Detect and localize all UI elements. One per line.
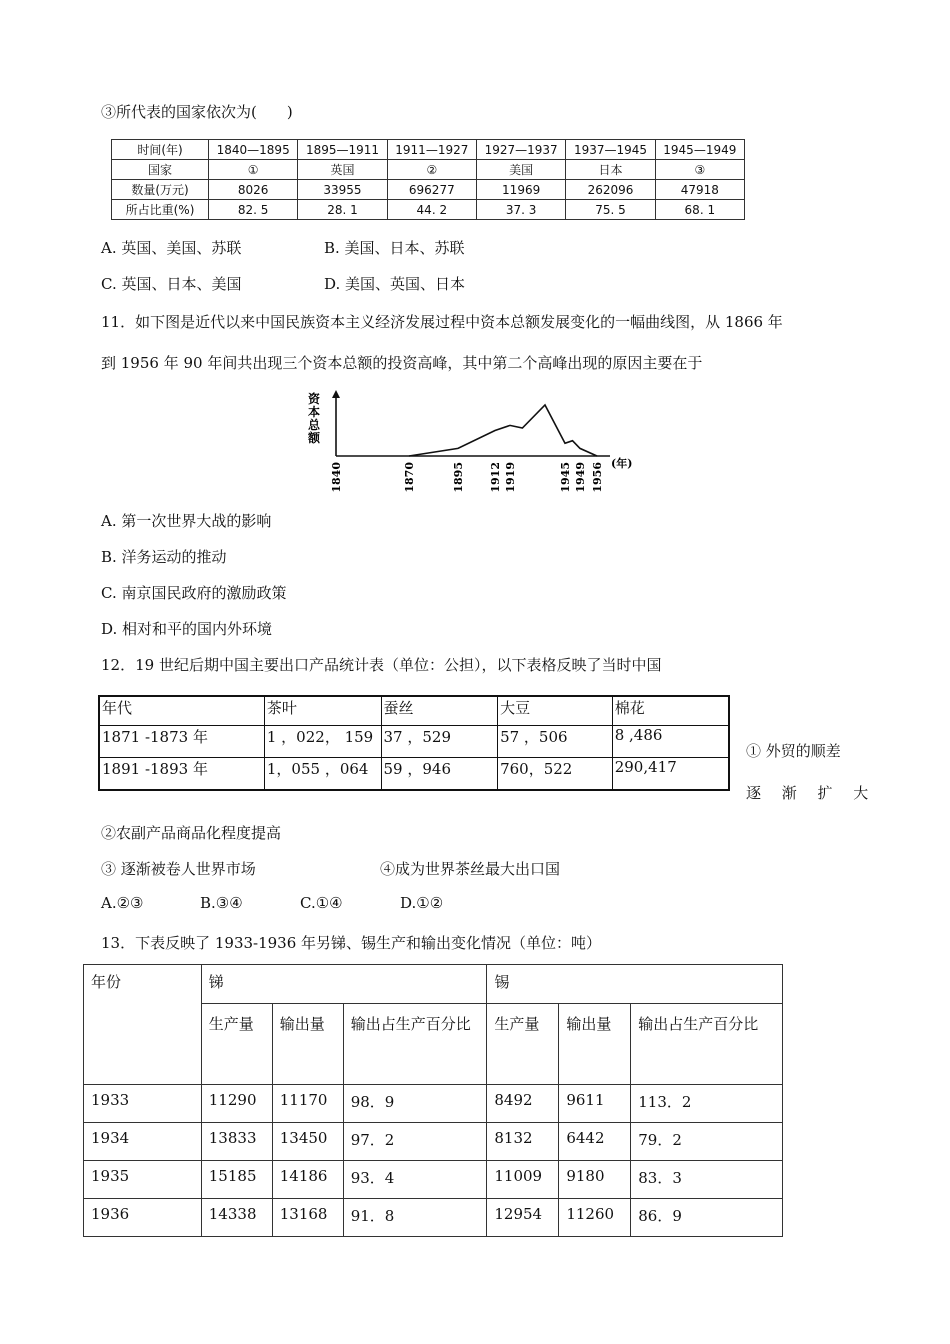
question-12-stem: 12．19 世纪后期中国主要出口产品统计表（单位：公担），以下表格反映了当时中国	[101, 656, 662, 674]
ylabel-char-3: 总	[307, 418, 321, 432]
question-11-line2: 到 1956 年 90 年间共出现三个资本总额的投资高峰，其中第二个高峰出现的原因主要在于	[101, 354, 703, 372]
subheader-cell: 输出占生产百分比	[631, 1004, 783, 1085]
subheader-cell: 输出占生产百分比	[343, 1004, 487, 1085]
ylabel-char-1: 资	[307, 392, 321, 406]
antimony-tin-table	[83, 964, 783, 1237]
table-row	[84, 1085, 783, 1123]
q12-option-c: C.①④	[300, 894, 343, 912]
table-cell: 8492	[487, 1085, 559, 1123]
subheader-cell: 生产量	[487, 1004, 559, 1085]
x-tick-label: 1912	[489, 462, 502, 493]
table-cell: 37. 3	[476, 200, 565, 220]
year-cell: 1933	[84, 1085, 202, 1123]
x-tick-label: 1840	[330, 462, 343, 493]
table-row	[112, 180, 745, 200]
subheader-cell: 输出量	[272, 1004, 343, 1085]
table-cell: 11260	[559, 1199, 631, 1237]
table-row	[112, 140, 745, 160]
q10-option-c: C. 英国、日本、美国	[101, 275, 242, 293]
table-cell: 760，522	[498, 758, 613, 791]
table-cell: 8026	[209, 180, 298, 200]
table-cell: 14338	[201, 1199, 272, 1237]
table-row	[112, 160, 745, 180]
table-cell: 37 ，529	[381, 726, 498, 758]
table-cell: 98．9	[343, 1085, 487, 1123]
table-cell: 1911—1927	[387, 140, 476, 160]
x-tick-label: 1949	[574, 462, 587, 493]
question-10-stem: ③所代表的国家依次为( )	[101, 103, 293, 121]
table-cell: 13833	[201, 1123, 272, 1161]
year-cell: 1934	[84, 1123, 202, 1161]
table-cell: 79．2	[631, 1123, 783, 1161]
subheader-cell: 输出量	[559, 1004, 631, 1085]
q12-item-1-cont: 逐 渐 扩 大	[746, 784, 877, 802]
q12-option-d: D.①②	[400, 894, 444, 912]
table-row	[84, 1199, 783, 1237]
table-row	[112, 200, 745, 220]
table-cell: 44. 2	[387, 200, 476, 220]
table-cell: 英国	[298, 160, 387, 180]
subheader-cell: 生产量	[201, 1004, 272, 1085]
table-cell: 11009	[487, 1161, 559, 1199]
table-cell: 1840—1895	[209, 140, 298, 160]
x-tick-label: 1895	[452, 462, 465, 493]
table-row	[99, 696, 729, 726]
country-investment-table	[111, 139, 745, 220]
table-cell: 1927—1937	[476, 140, 565, 160]
table-cell: 6442	[559, 1123, 631, 1161]
table-cell: 75. 5	[566, 200, 655, 220]
x-tick-label: 1956	[591, 462, 604, 493]
table-row	[84, 1123, 783, 1161]
ylabel-char-4: 额	[307, 431, 321, 445]
table-cell: 91．8	[343, 1199, 487, 1237]
table-cell: 11969	[476, 180, 565, 200]
table-cell: 57 ，506	[498, 726, 613, 758]
table-cell: 1895—1911	[298, 140, 387, 160]
table-cell: 1871 -1873 年	[99, 726, 264, 758]
q12-item-4: ④成为世界茶丝最大出口国	[380, 860, 561, 878]
table-cell: 83．3	[631, 1161, 783, 1199]
table-cell: 13168	[272, 1199, 343, 1237]
table-cell: 美国	[476, 160, 565, 180]
table-cell: 1945—1949	[655, 140, 744, 160]
capital-total-line-chart	[295, 385, 655, 500]
table-cell: ③	[655, 160, 744, 180]
x-unit-label: (年)	[611, 457, 633, 470]
ylabel-char-2: 本	[307, 405, 321, 419]
table-cell: 13450	[272, 1123, 343, 1161]
header-cell: 大豆	[498, 696, 613, 726]
capital-series-line	[409, 405, 597, 456]
export-products-table	[98, 695, 730, 791]
table-cell: 33955	[298, 180, 387, 200]
q11-option-a: A. 第一次世界大战的影响	[101, 512, 272, 530]
table-cell: ②	[387, 160, 476, 180]
table-cell: 28. 1	[298, 200, 387, 220]
table-cell: 1891 -1893 年	[99, 758, 264, 791]
table-cell: 8 ,486	[612, 726, 729, 758]
table-row	[99, 726, 729, 758]
header-tin: 锡	[487, 965, 783, 1004]
x-tick-label: 1919	[504, 462, 517, 493]
row-header-cell: 时间(年)	[112, 140, 209, 160]
header-cell: 年代	[99, 696, 264, 726]
header-cell: 蚕丝	[381, 696, 498, 726]
header-cell: 茶叶	[264, 696, 381, 726]
table-cell: 8132	[487, 1123, 559, 1161]
header-cell: 棉花	[612, 696, 729, 726]
question-11-line1: 11．如下图是近代以来中国民族资本主义经济发展过程中资本总额发展变化的一幅曲线图，从 1866 年	[101, 313, 783, 331]
table-row	[99, 758, 729, 791]
table-cell: 日本	[566, 160, 655, 180]
year-cell: 1935	[84, 1161, 202, 1199]
table-cell: 93．4	[343, 1161, 487, 1199]
table-cell: 1937—1945	[566, 140, 655, 160]
table-cell: 290,417	[612, 758, 729, 791]
question-13-stem: 13．下表反映了 1933-1936 年另锑、锡生产和输出变化情况（单位：吨）	[101, 934, 602, 952]
table-cell: 68. 1	[655, 200, 744, 220]
q12-item-1: ① 外贸的顺差	[746, 742, 841, 760]
chart-ylabel	[307, 391, 321, 445]
header-year: 年份	[84, 965, 202, 1085]
table-cell: 15185	[201, 1161, 272, 1199]
row-header-cell: 数量(万元)	[112, 180, 209, 200]
q11-option-d: D. 相对和平的国内外环境	[101, 620, 273, 638]
table-cell: 86．9	[631, 1199, 783, 1237]
table-cell: 59 ，946	[381, 758, 498, 791]
y-axis-arrow	[332, 390, 340, 398]
table-cell: 11290	[201, 1085, 272, 1123]
q10-option-a: A. 英国、美国、苏联	[101, 239, 242, 257]
table-cell: 9611	[559, 1085, 631, 1123]
table-cell: 262096	[566, 180, 655, 200]
table-cell: 97．2	[343, 1123, 487, 1161]
header-antimony: 锑	[201, 965, 487, 1004]
table-cell: 696277	[387, 180, 476, 200]
table-cell: ①	[209, 160, 298, 180]
q12-option-a: A.②③	[101, 894, 144, 912]
x-tick-label: 1945	[559, 462, 572, 493]
table-cell: 47918	[655, 180, 744, 200]
row-header-cell: 国家	[112, 160, 209, 180]
q11-option-c: C. 南京国民政府的激励政策	[101, 584, 287, 602]
x-tick-label: 1870	[403, 462, 416, 493]
q11-option-b: B. 洋务运动的推动	[101, 548, 227, 566]
table-cell: 82. 5	[209, 200, 298, 220]
q12-option-b: B.③④	[200, 894, 243, 912]
table-cell: 9180	[559, 1161, 631, 1199]
table-cell: 113．2	[631, 1085, 783, 1123]
q12-item-3: ③ 逐渐被卷人世界市场	[101, 860, 256, 878]
table-cell: 14186	[272, 1161, 343, 1199]
table-cell: 1，055 ，064	[264, 758, 381, 791]
year-cell: 1936	[84, 1199, 202, 1237]
row-header-cell: 所占比重(%)	[112, 200, 209, 220]
table-row	[84, 1161, 783, 1199]
table-cell: 12954	[487, 1199, 559, 1237]
q10-option-b: B. 美国、日本、苏联	[324, 239, 465, 257]
q12-item-2: ②农副产品商品化程度提高	[101, 824, 282, 842]
table-cell: 11170	[272, 1085, 343, 1123]
q10-option-d: D. 美国、英国、日本	[324, 275, 466, 293]
table-cell: 1 ，022， 159	[264, 726, 381, 758]
